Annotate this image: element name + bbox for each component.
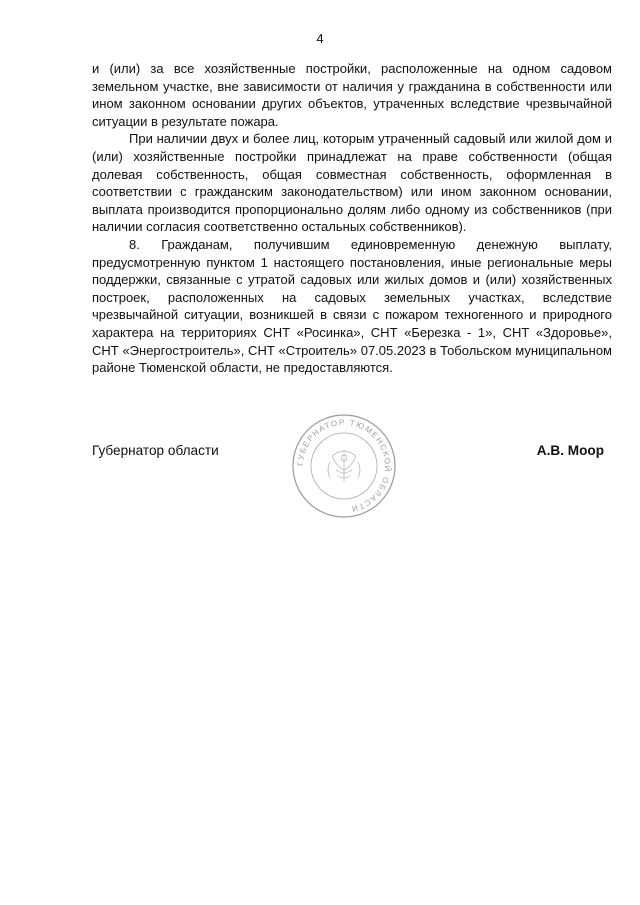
paragraph-item-8: 8. Гражданам, получившим единовременную денежную выплату, предусмотренную пунктом 1 настоящего постановления, иные региональные меры поддержки, связанные с утратой садовых или жилых домов и (или) хозяйственных построек, расположенных на садовых земельных участках, вследствие чрезвычайной ситуации, возникшей в связи с пожаром техногенного и природного характера на территориях СНТ «Росинка», СНТ «Березка - 1», СНТ «Здоровье», СНТ «Энергостроитель», СНТ «Строитель» 07.05.2023 в Тобольском муниципальном районе Тюменской области, не предоставляются. [92,236,612,376]
official-seal-stamp [290,412,398,520]
document-body [92,60,612,377]
signatory-name: А.В. Моор [536,443,604,458]
paragraph-co-owners: При наличии двух и более лиц, которым утраченный садовый или жилой дом и (или) хозяйственные постройки принадлежат на праве собственности (общая долевая собственность, общая совместная собственность, оформленная в соответствии с гражданским законодательством) или ином законном основании, выплата производится пропорционально долям либо одному из собственников (при наличии согласия соответственно остальных собственников). [92,131,612,235]
seal-emblem [328,450,360,482]
page-number: 4 [316,31,324,46]
signatory-position: Губернатор области [92,443,219,458]
seal-ring-text-path: ГУБЕРНАТОР ТЮМЕНСКОЙ ОБЛАСТИ [295,417,393,514]
paragraph-continuation: и (или) за все хозяйственные постройки, расположенные на одном садовом земельном участке, вне зависимости от наличия у гражданина в собственности или ином законном основании других объектов, утраченных вследствие чрезвычайной ситуации в результате пожара. [92,61,612,129]
